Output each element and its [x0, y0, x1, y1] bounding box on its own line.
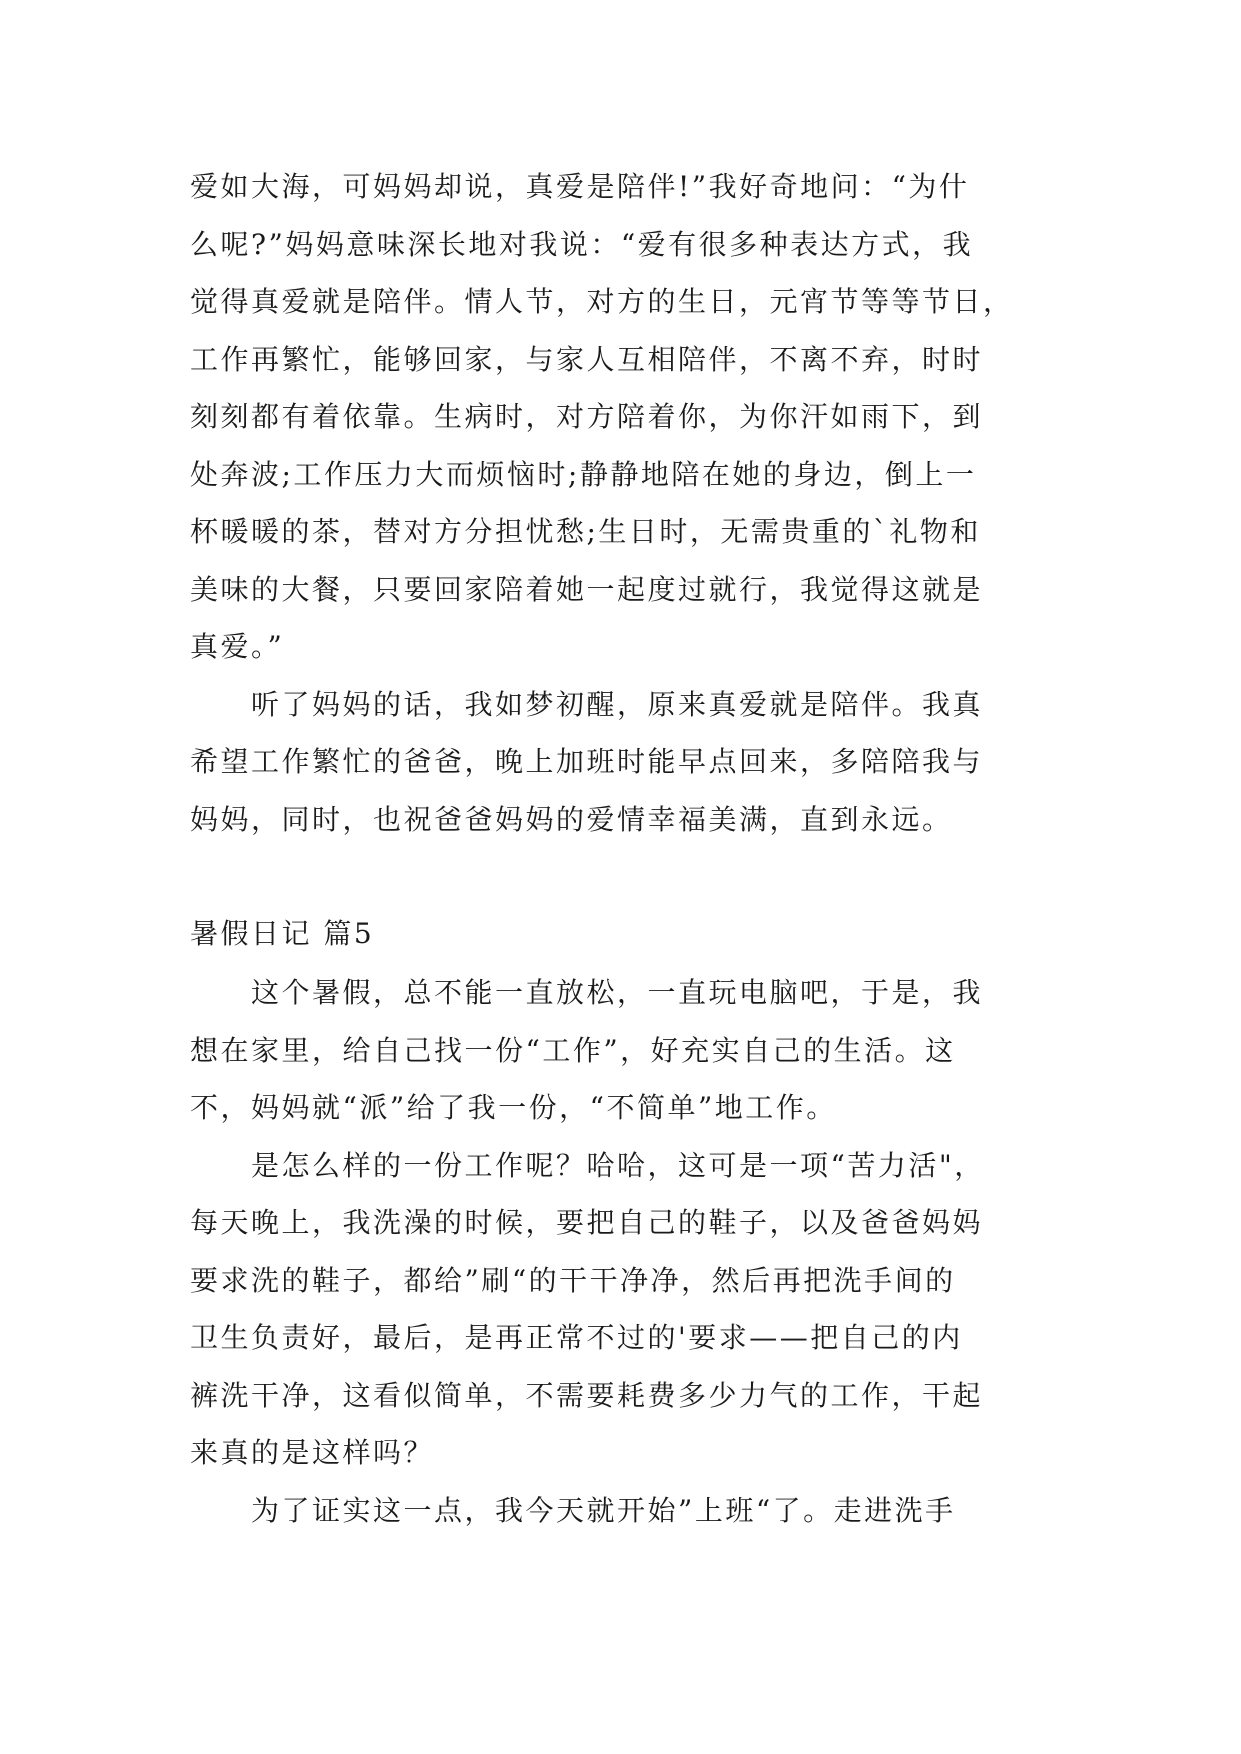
text-line: 处奔波;工作压力大而烦恼时;静静地陪在她的身边，倒上一 [190, 457, 977, 491]
text-line: 希望工作繁忙的爸爸，晚上加班时能早点回来，多陪陪我与 [190, 745, 984, 778]
text-line: 想在家里，给自己找一份“工作”，好充实自己的生活。这 [190, 1033, 956, 1067]
section-heading: 暑假日记 篇5 [190, 917, 375, 950]
text-line: 卫生负责好，最后，是再正常不过的'要求——把自己的内 [190, 1321, 963, 1354]
text-line: 妈妈，同时，也祝爸爸妈妈的爱情幸福美满，直到永远。 [190, 802, 953, 836]
text-line: 这个暑假，总不能一直放松，一直玩电脑吧，于是，我 [190, 976, 984, 1009]
text-line: 爱如大海，可妈妈却说，真爱是陪伴!”我好奇地问：“为什 [190, 170, 970, 203]
text-line: 是怎么样的一份工作呢？哈哈，这可是一项“苦力活"， [190, 1148, 985, 1182]
text-line: 每天晚上，我洗澡的时候，要把自己的鞋子，以及爸爸妈妈 [190, 1206, 984, 1239]
text-line: 真爱。” [190, 630, 285, 663]
text-line: 觉得真爱就是陪伴。情人节，对方的生日，元宵节等等节日， [190, 285, 1014, 318]
text-line: 要求洗的鞋子，都给”刷“的干干净净，然后再把洗手间的 [190, 1263, 956, 1297]
paragraph-section-1 [190, 964, 1070, 1137]
text-line: 听了妈妈的话，我如梦初醒，原来真爱就是陪伴。我真 [190, 687, 984, 721]
text-line: 来真的是这样吗？ [190, 1436, 435, 1469]
text-line: 工作再繁忙，能够回家，与家人互相陪伴，不离不弃，时时 [190, 342, 984, 376]
paragraph-continued-1 [190, 158, 1070, 676]
text-line: 美味的大餐，只要回家陪着她一起度过就行，我觉得这就是 [190, 572, 984, 606]
section-gap [190, 848, 1070, 904]
paragraph-section-3 [190, 1482, 1070, 1540]
paragraph-section-2 [190, 1137, 1070, 1482]
text-line: 为了证实这一点，我今天就开始”上班“了。走进洗手 [190, 1493, 956, 1527]
text-line: 刻刻都有着依靠。生病时，对方陪着你，为你汗如雨下，到 [190, 400, 984, 433]
text-line: 不，妈妈就“派”给了我一份，“不简单”地工作。 [190, 1091, 837, 1124]
text-line: 杯暖暖的茶，替对方分担忧愁;生日时，无需贵重的`礼物和 [190, 515, 981, 548]
text-line: 么呢?”妈妈意味深长地对我说：“爱有很多种表达方式，我 [190, 227, 974, 261]
document-content [190, 158, 1070, 1539]
text-line: 裤洗干净，这看似简单，不需要耗费多少力气的工作，干起 [190, 1378, 984, 1412]
paragraph-continued-2 [190, 676, 1070, 849]
